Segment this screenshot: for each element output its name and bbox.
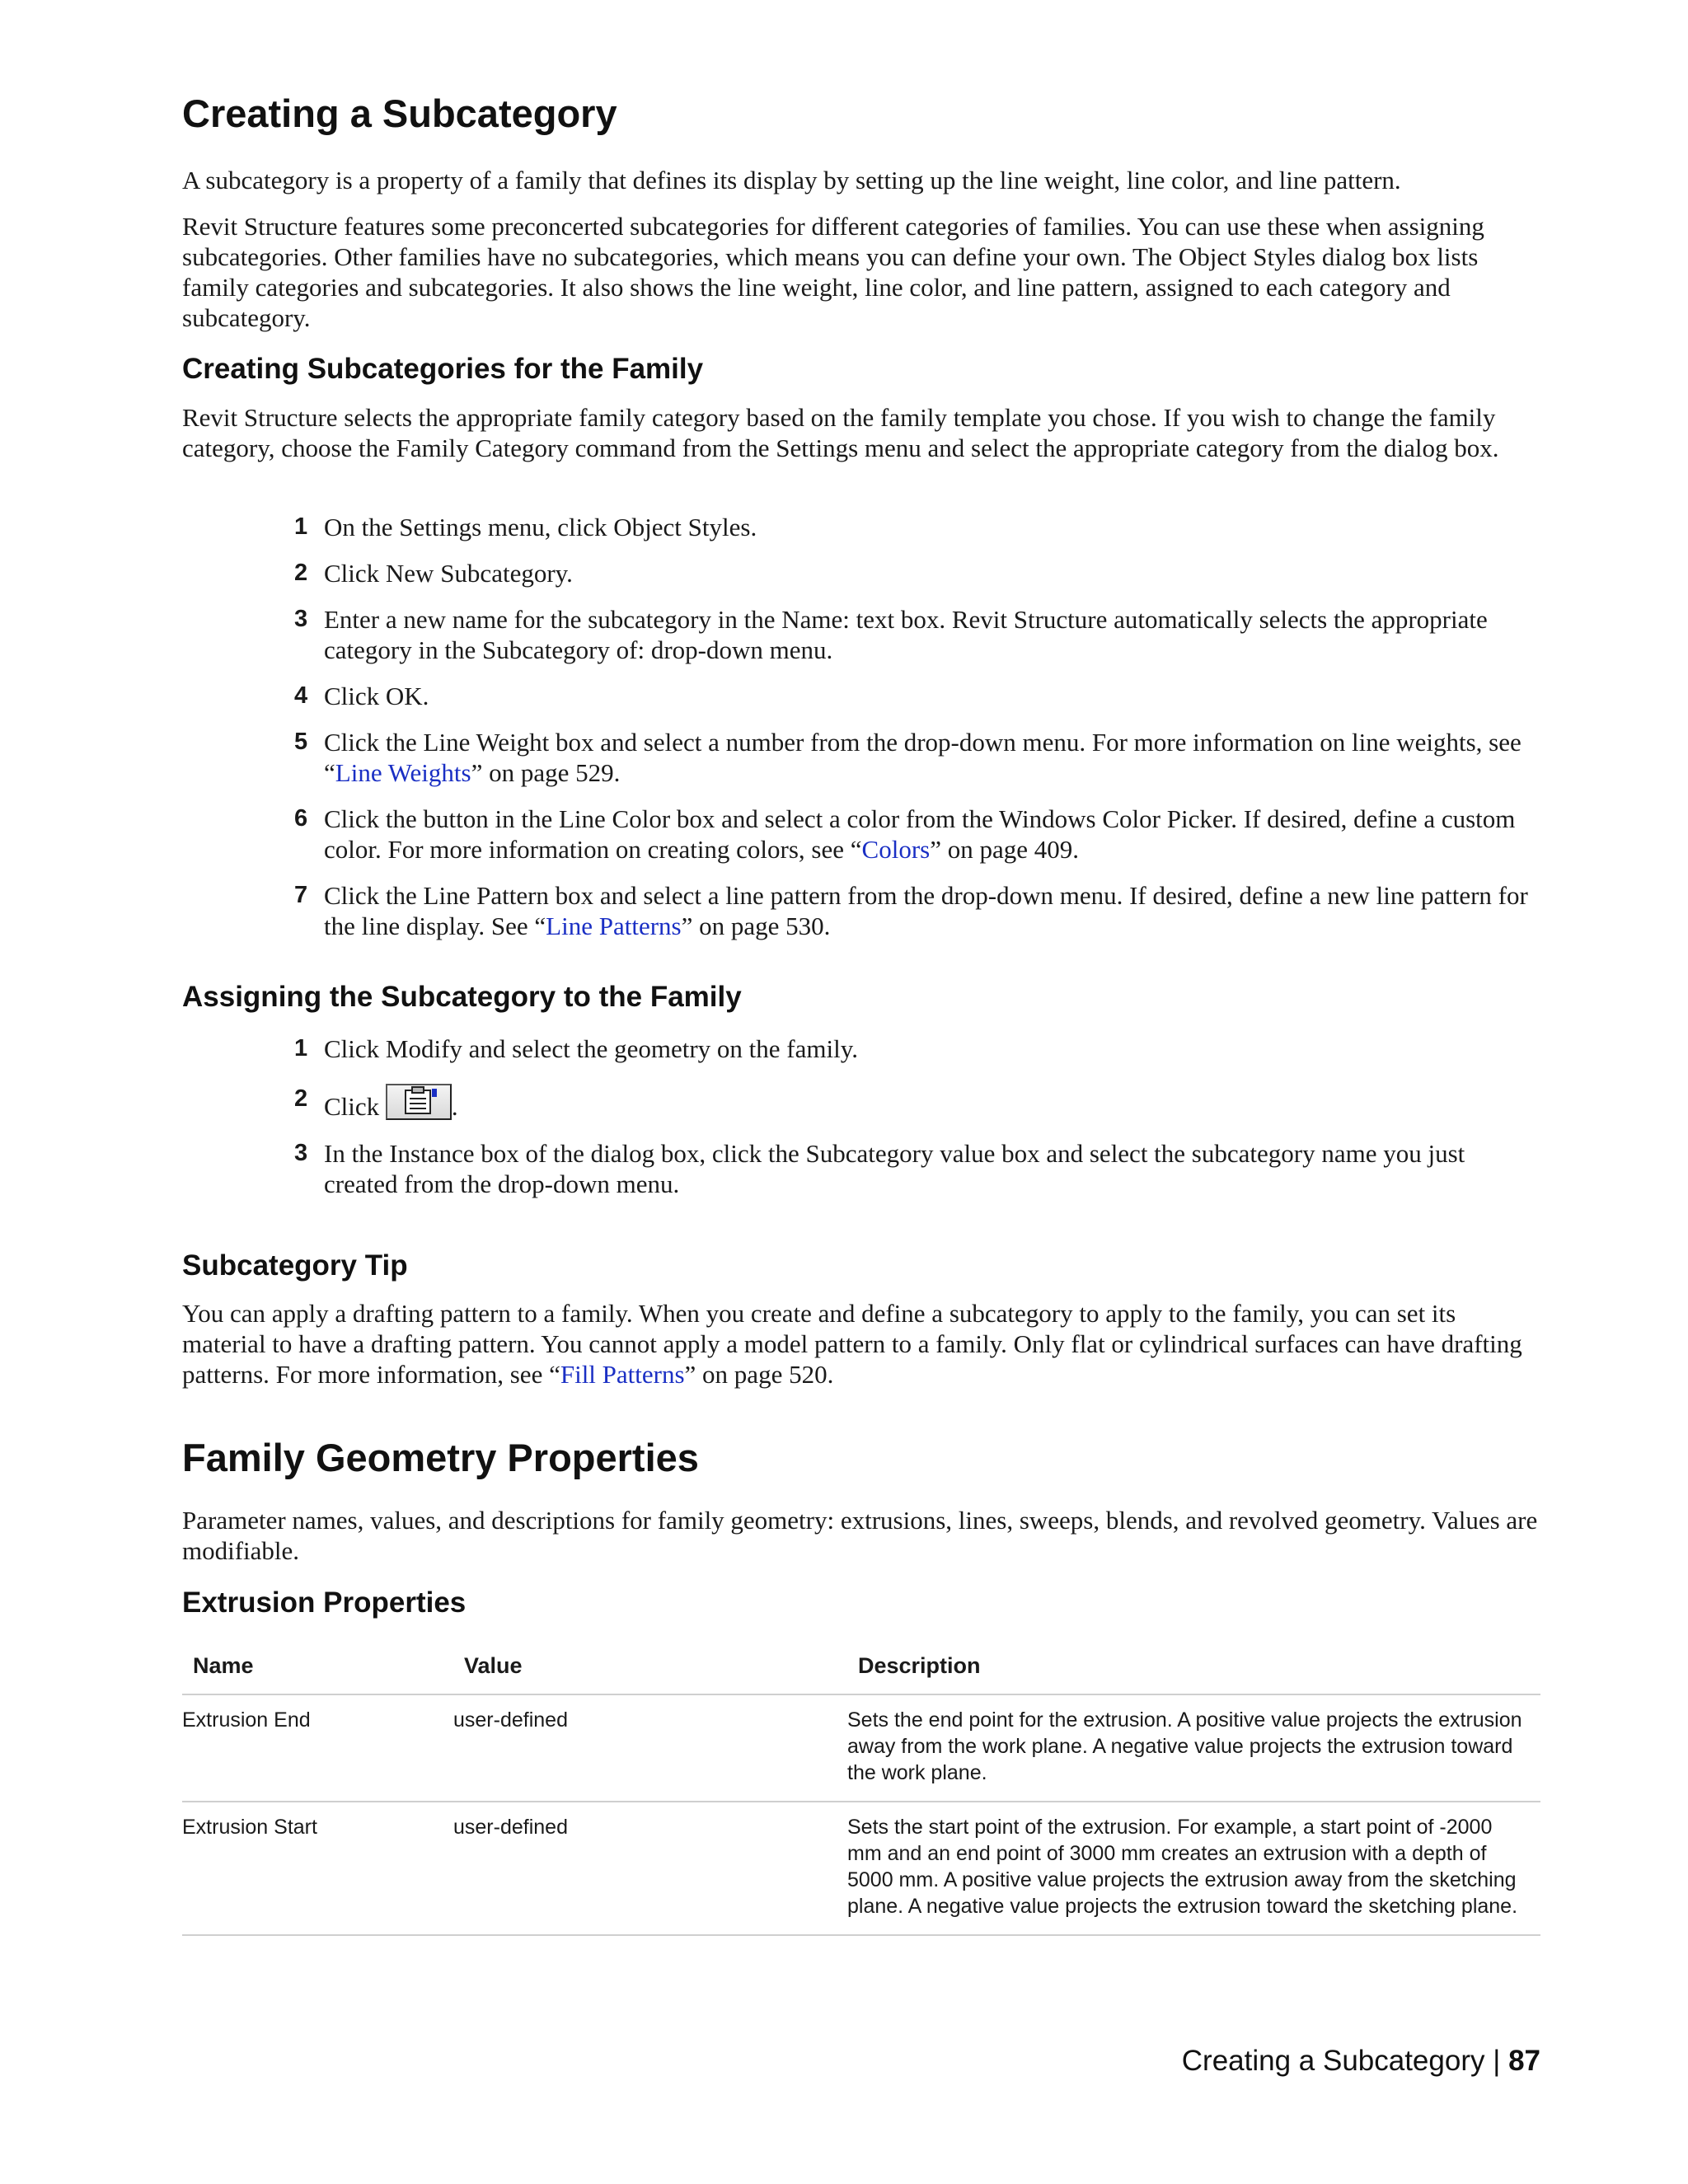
- cell-description: Sets the start point of the extrusion. For example, a start point of -2000 mm and an end point of 3000 mm creates an extrusion with a depth of 5000 mm. A positive value projects the extrusion away from the sketching plane. A negative value projects the extrusion toward the sketching plane.: [847, 1802, 1540, 1935]
- step-number: 1: [294, 513, 308, 540]
- cell-value: user-defined: [453, 1694, 847, 1802]
- section-title: Creating a Subcategory: [182, 91, 617, 135]
- step-text-post: ” on page 530.: [681, 912, 831, 940]
- table-header-row: [182, 1640, 1540, 1694]
- link-line-weights[interactable]: Line Weights: [335, 758, 471, 787]
- list-item: [182, 804, 1540, 865]
- step-number: 3: [294, 1140, 308, 1166]
- section-title-geometry: Family Geometry Properties: [182, 1436, 699, 1479]
- step-text: Click Modify and select the geometry on the family.: [324, 1034, 858, 1063]
- list-item: [182, 1033, 1540, 1064]
- link-fill-patterns[interactable]: Fill Patterns: [560, 1360, 685, 1389]
- list-item: [182, 880, 1540, 941]
- list-item: [182, 512, 1540, 542]
- page-footer: [1182, 2045, 1540, 2078]
- step-text-pre: Click the Line Pattern box and select a line pattern from the drop-down menu. If desired, define a new line pattern for the line display. See “: [324, 881, 1528, 940]
- step-text-pre: Click: [324, 1092, 380, 1121]
- footer-separator: |: [1493, 2045, 1501, 2077]
- step-number: 2: [294, 560, 308, 586]
- cell-value: user-defined: [453, 1802, 847, 1935]
- step-text: On the Settings menu, click Object Styles.: [324, 513, 757, 541]
- link-line-patterns[interactable]: Line Patterns: [546, 912, 682, 940]
- column-header-name: Name: [182, 1640, 453, 1694]
- step-text: In the Instance box of the dialog box, click the Subcategory value box and select the subcategory name you just created from the drop-down menu.: [324, 1139, 1465, 1198]
- footer-title: Creating a Subcategory: [1181, 2045, 1485, 2077]
- list-item: [182, 681, 1540, 711]
- properties-button[interactable]: [386, 1084, 452, 1120]
- cell-name: Extrusion End: [182, 1694, 453, 1802]
- table-row: [182, 1694, 1540, 1802]
- step-number: 5: [294, 729, 308, 755]
- table-row: [182, 1802, 1540, 1935]
- column-header-description: Description: [847, 1640, 1540, 1694]
- step-number: 2: [294, 1085, 308, 1112]
- subsection-heading-extrusion: Extrusion Properties: [182, 1586, 467, 1619]
- step-number: 4: [294, 682, 308, 709]
- list-item: [182, 604, 1540, 665]
- subsection-heading-assigning: Assigning the Subcategory to the Family: [182, 981, 742, 1013]
- page-number: 87: [1508, 2045, 1540, 2077]
- step-text-post: ” on page 529.: [471, 758, 621, 787]
- step-number: 6: [294, 805, 308, 832]
- intro-paragraph: A subcategory is a property of a family that defines its display by setting up the line weight, line color, and line pattern.: [182, 166, 1401, 194]
- step-text-post: ” on page 409.: [930, 835, 1079, 864]
- link-colors[interactable]: Colors: [861, 835, 931, 864]
- column-header-value: Value: [453, 1640, 847, 1694]
- creating-intro-paragraph: Revit Structure selects the appropriate family category based on the family template you chose. If you wish to change the family category, choose the Family Category command from the Settings menu and select the appropriate category from the dialog box.: [182, 403, 1499, 462]
- list-item: [182, 558, 1540, 588]
- tip-text-post: ” on page 520.: [684, 1360, 834, 1389]
- cell-name: Extrusion Start: [182, 1802, 453, 1935]
- step-text-post: .: [451, 1092, 458, 1121]
- tip-text-pre: You can apply a drafting pattern to a family. When you create and define a subcategory to apply to the family, you can set its material to have a drafting pattern. You cannot apply a model pattern to a family. Only flat or cylindrical surfaces can have drafting patterns. For more information, see “: [182, 1299, 1522, 1389]
- step-text: Click New Subcategory.: [324, 559, 573, 588]
- step-text-pre: Click the Line Weight box and select a number from the drop-down menu. For more information on line weights, see “: [324, 728, 1522, 787]
- list-item: [182, 1138, 1540, 1199]
- tip-paragraph: [182, 1298, 1540, 1390]
- description-paragraph: Revit Structure features some preconcerted subcategories for different categories of families. You can use these when assigning subcategories. Other families have no subcategories, which means you can define your own. The Object Styles dialog box lists family categories and subcategories. It also shows the line weight, line color, and line pattern, assigned to each category and subcategory.: [182, 212, 1484, 332]
- step-text: Click OK.: [324, 682, 429, 710]
- cell-description: Sets the end point for the extrusion. A positive value projects the extrusion away from the work plane. A negative value projects the extrusion toward the work plane.: [847, 1694, 1540, 1802]
- assigning-steps-list: [182, 1033, 1540, 1199]
- step-text: Enter a new name for the subcategory in the Name: text box. Revit Structure automatically selects the appropriate category in the Subcategory of: drop-down menu.: [324, 605, 1488, 664]
- geometry-intro-paragraph: Parameter names, values, and descriptions for family geometry: extrusions, lines, sweeps, blends, and revolved geometry. Values are modifiable.: [182, 1506, 1538, 1565]
- subsection-heading-tip: Subcategory Tip: [182, 1249, 408, 1282]
- creating-steps-list: [182, 512, 1540, 941]
- list-item: [182, 1084, 1540, 1122]
- properties-icon: [387, 1085, 450, 1118]
- extrusion-properties-table: [182, 1640, 1540, 1936]
- step-number: 1: [294, 1035, 308, 1062]
- step-text-pre: Click the button in the Line Color box and select a color from the Windows Color Picker. If desired, define a custom color. For more information on creating colors, see “: [324, 804, 1516, 864]
- step-number: 3: [294, 606, 308, 632]
- subsection-heading-creating: Creating Subcategories for the Family: [182, 353, 704, 385]
- list-item: [182, 727, 1540, 788]
- step-number: 7: [294, 882, 308, 908]
